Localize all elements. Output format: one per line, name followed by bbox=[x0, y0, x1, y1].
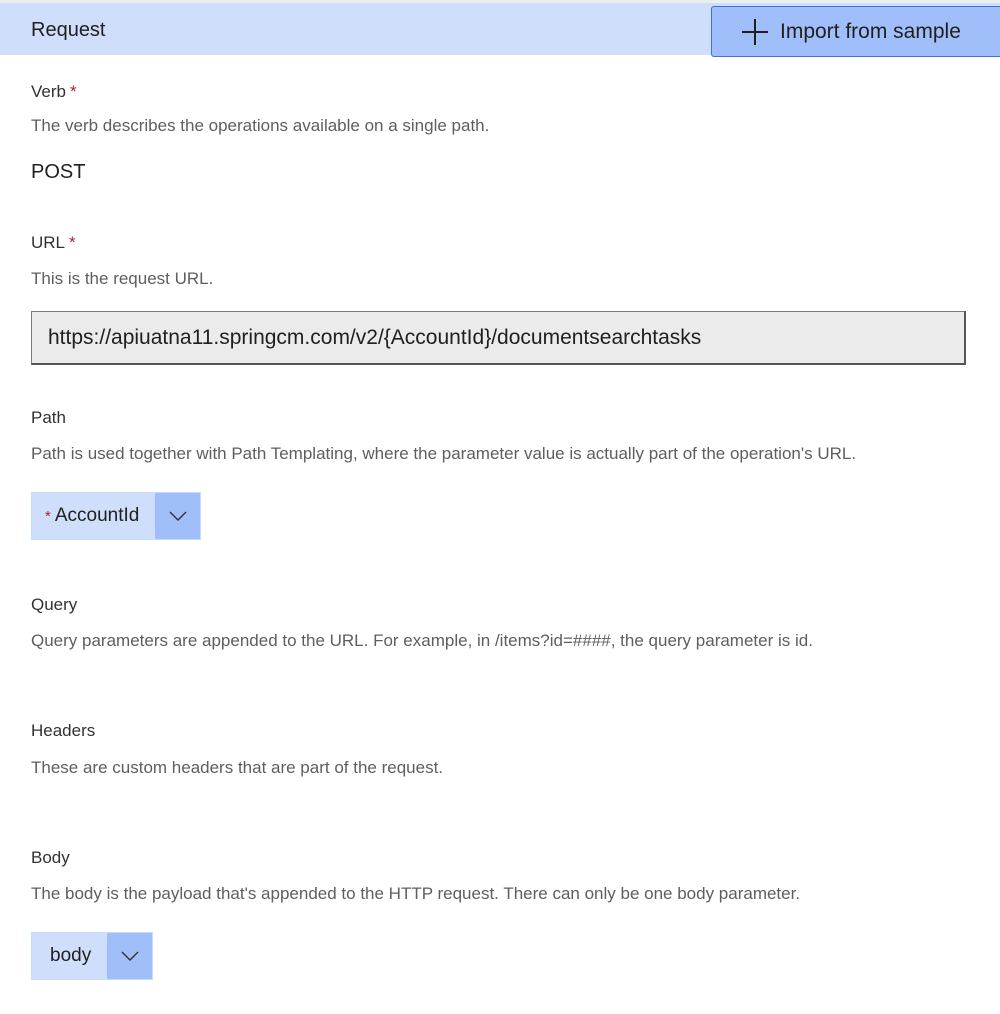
plus-icon bbox=[742, 19, 768, 45]
body-label: Body bbox=[31, 848, 70, 867]
verb-description: The verb describes the operations available on a single path. bbox=[31, 116, 490, 135]
path-label: Path bbox=[31, 408, 66, 427]
headers-description: These are custom headers that are part of the request. bbox=[31, 758, 444, 777]
import-button-label: Import from sample bbox=[780, 19, 961, 43]
path-param-label bbox=[32, 493, 155, 539]
chevron-down-icon bbox=[169, 511, 187, 521]
required-mark: * bbox=[69, 233, 76, 252]
verb-label bbox=[31, 82, 77, 102]
chevron-down-icon bbox=[121, 951, 139, 961]
body-param-body[interactable] bbox=[31, 932, 153, 980]
url-field[interactable]: https://apiuatna11.springcm.com/v2/{AccountId}/documentsearchtasks bbox=[31, 311, 966, 365]
url-label bbox=[31, 233, 76, 253]
verb-label-text: Verb bbox=[31, 82, 66, 101]
import-from-sample-button[interactable] bbox=[711, 6, 1000, 57]
path-param-dropdown-toggle[interactable] bbox=[155, 493, 200, 539]
path-param-name: AccountId bbox=[54, 505, 140, 526]
required-mark: * bbox=[69, 82, 77, 101]
path-description: Path is used together with Path Templating, where the parameter value is actually part of the operation's URL. bbox=[31, 444, 857, 463]
body-param-name: body bbox=[50, 945, 92, 966]
verb-value: POST bbox=[31, 161, 86, 183]
required-mark: * bbox=[45, 507, 51, 525]
url-description: This is the request URL. bbox=[31, 269, 214, 288]
path-param-accountid[interactable] bbox=[31, 492, 201, 540]
body-description: The body is the payload that's appended to the HTTP request. There can only be one body parameter. bbox=[31, 884, 801, 903]
url-label-text: URL bbox=[31, 233, 66, 252]
headers-label: Headers bbox=[31, 721, 96, 740]
section-title: Request bbox=[31, 19, 106, 41]
query-description: Query parameters are appended to the URL. For example, in /items?id=####, the query parameter is id. bbox=[31, 631, 813, 650]
request-header bbox=[0, 0, 1000, 55]
query-label: Query bbox=[31, 595, 78, 614]
body-param-dropdown-toggle[interactable] bbox=[107, 933, 152, 979]
